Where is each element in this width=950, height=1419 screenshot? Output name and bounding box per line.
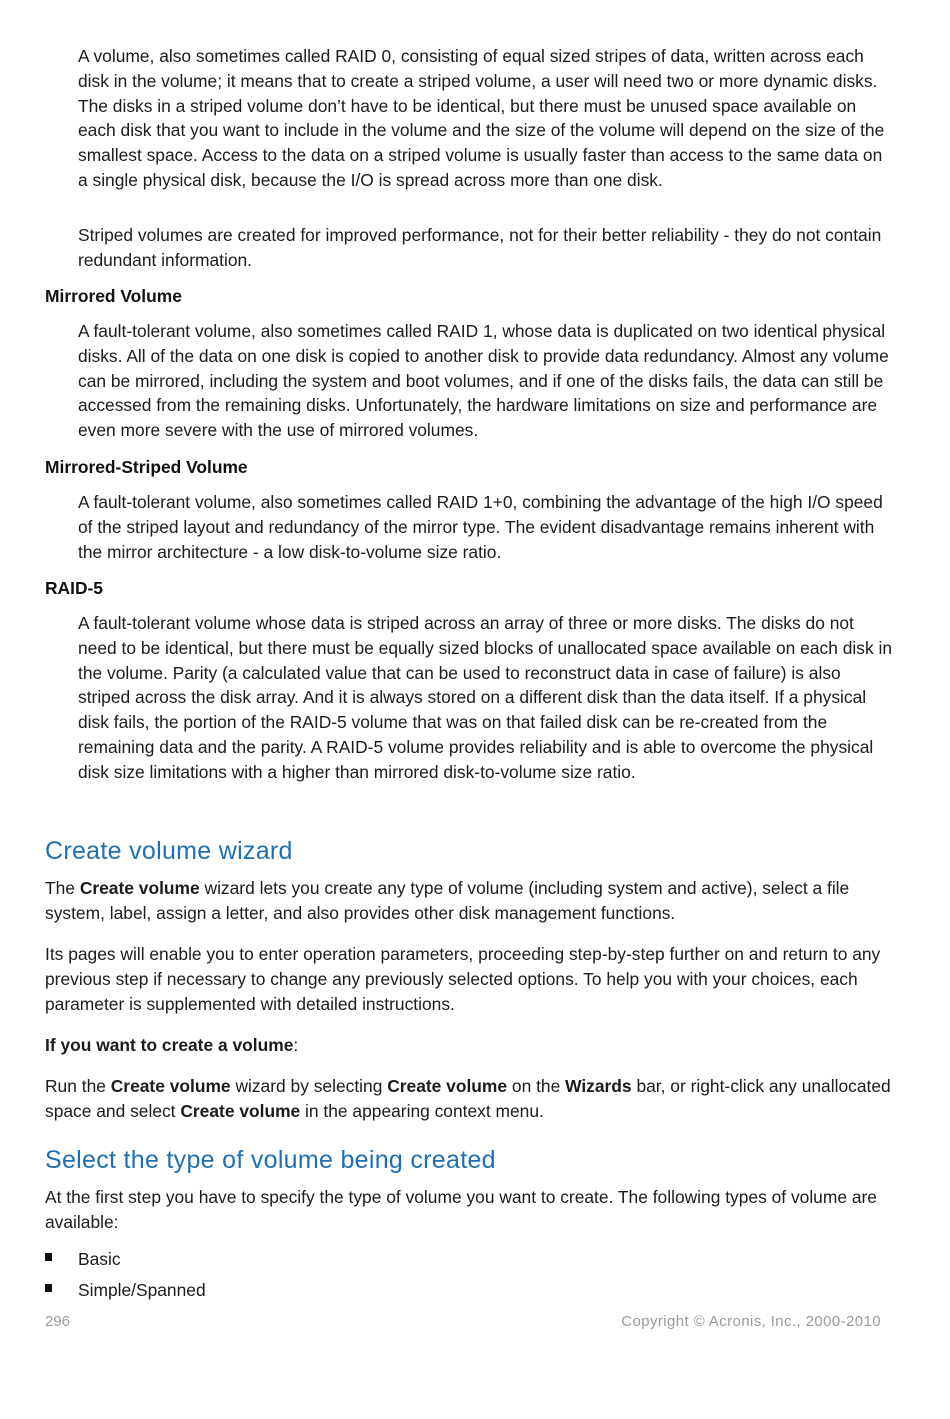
raid5-term: RAID-5 — [45, 578, 103, 598]
raid5-description: A fault-tolerant volume whose data is striped across an array of three or more disks. The disks do not need to be identical, but there must be equally sized blocks of unallocated space available on each disk in the volume. Parity (a calculated value that can be used to reconstruct data in case of failure) is also striped across the disk array. And it is always stored on a different disk than the data itself. If a physical disk fails, the portion of the RAID-5 volume that was on that failed disk can be re-created from the remaining data and the parity. A RAID-5 volume provides reliability and is able to overcome the physical disk size limitations with a higher than mirrored disk-to-volume size ratio. — [78, 613, 893, 782]
square-bullet-icon — [45, 1253, 52, 1261]
mirrored-volume-description: A fault-tolerant volume, also sometimes called RAID 1, whose data is duplicated on two identical physical disks. All of the data on one disk is copied to another disk to provide data redundancy. Almost any volume can be mirrored, including the system and boot volumes, and if one of the disks fails, the data can still be accessed from the remaining disks. Unfortunately, the hardware limitations on size and performance are even more severe with the use of mirrored volumes. — [78, 321, 889, 441]
square-bullet-icon — [45, 1284, 52, 1292]
select-type-heading: Select the type of volume being created — [45, 1146, 496, 1174]
create-volume-wizard-heading: Create volume wizard — [45, 837, 293, 865]
mirrored-volume-term: Mirrored Volume — [45, 286, 182, 306]
striped-volume-note: Striped volumes are created for improved performance, not for their better reliability - they do not contain redundant information. — [78, 225, 882, 270]
list-item: Basic — [45, 1247, 893, 1273]
wizard-intro: The Create volume wizard lets you create any type of volume (including system and active), select a file system, label, assign a letter, and also provides other disk management functions. — [45, 878, 850, 923]
striped-volume-description: A volume, also sometimes called RAID 0, consisting of equal sized stripes of data, written across each disk in the volume; it means that to create a striped volume, a user will need two or more dynamic disks. The disks in a striped volume don’t have to be identical, but there must be unused space available on each disk that you want to include in the volume and the size of the volume will depend on the size of the smallest space. Access to the data on a striped volume is usually faster than access to the same data on a single physical disk, because the I/O is spread across more than one disk. — [78, 46, 885, 190]
run-wizard-instruction: Run the Create volume wizard by selecting Create volume on the Wizards bar, or right-click any unallocated space and select Create volume in the appearing context menu. — [45, 1076, 891, 1121]
wizard-pages-description: Its pages will enable you to enter operation parameters, proceeding step-by-step further on and return to any previous step if necessary to change any previously selected options. To help you with your choices, each parameter is supplemented with detailed instructions. — [45, 944, 881, 1014]
select-type-intro: At the first step you have to specify the type of volume you want to create. The following types of volume are available: — [45, 1187, 877, 1232]
mirrored-striped-volume-term: Mirrored-Striped Volume — [45, 457, 248, 477]
list-item: Simple/Spanned — [45, 1278, 893, 1304]
mirrored-striped-volume-description: A fault-tolerant volume, also sometimes called RAID 1+0, combining the advantage of the high I/O speed of the striped layout and redundancy of the mirror type. The evident disadvantage remains inherent with the mirror architecture - a low disk-to-volume size ratio. — [78, 492, 883, 562]
if-you-want-label: If you want to create a volume: — [45, 1035, 299, 1055]
page-number: 296 — [45, 1313, 71, 1330]
copyright-notice: Copyright © Acronis, Inc., 2000-2010 — [621, 1313, 881, 1330]
